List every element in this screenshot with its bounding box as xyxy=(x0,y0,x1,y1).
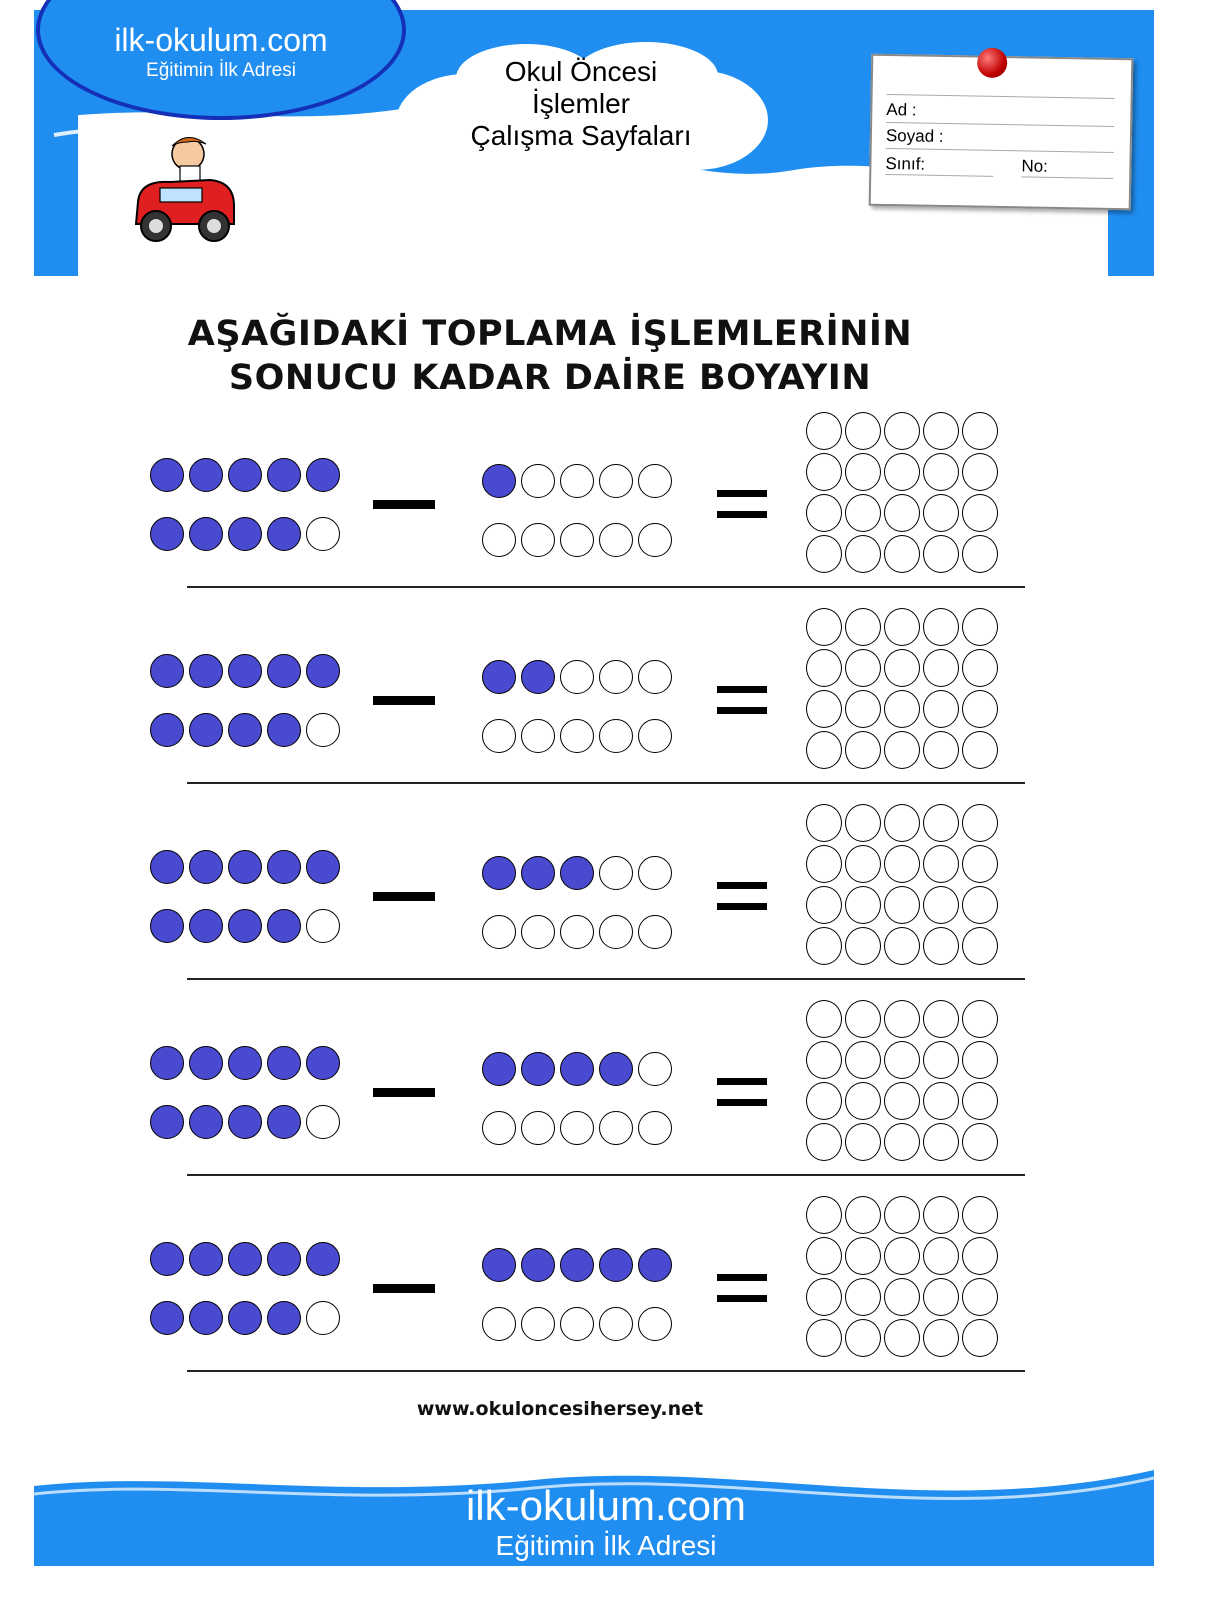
empty-circle xyxy=(482,719,516,753)
empty-answer-circle xyxy=(962,649,998,687)
filled-circle xyxy=(189,713,223,747)
minus-sign xyxy=(373,500,435,509)
filled-circle xyxy=(306,458,340,492)
empty-answer-circle xyxy=(962,494,998,532)
empty-answer-circle xyxy=(884,412,920,450)
empty-answer-circle xyxy=(806,608,842,646)
empty-answer-circle xyxy=(962,845,998,883)
empty-answer-circle xyxy=(806,804,842,842)
empty-circle xyxy=(599,719,633,753)
empty-circle xyxy=(599,464,633,498)
equals-sign xyxy=(717,1078,767,1106)
empty-answer-circle xyxy=(845,690,881,728)
empty-circle xyxy=(560,1307,594,1341)
empty-circle xyxy=(560,660,594,694)
empty-circle xyxy=(560,915,594,949)
empty-circle xyxy=(482,1307,516,1341)
minus-sign xyxy=(373,892,435,901)
filled-circle xyxy=(482,1052,516,1086)
filled-circle xyxy=(228,850,262,884)
filled-circle xyxy=(267,458,301,492)
empty-circle xyxy=(560,719,594,753)
empty-answer-circle xyxy=(884,1082,920,1120)
empty-answer-circle xyxy=(923,731,959,769)
filled-circle xyxy=(306,654,340,688)
filled-circle xyxy=(560,1052,594,1086)
empty-answer-circle xyxy=(806,845,842,883)
empty-answer-circle xyxy=(806,886,842,924)
row-divider xyxy=(187,1174,1025,1176)
empty-answer-circle xyxy=(962,927,998,965)
empty-answer-circle xyxy=(962,412,998,450)
empty-answer-circle xyxy=(845,1278,881,1316)
empty-answer-circle xyxy=(845,453,881,491)
empty-answer-circle xyxy=(923,1000,959,1038)
filled-circle xyxy=(482,856,516,890)
filled-circle xyxy=(267,1301,301,1335)
empty-answer-circle xyxy=(806,453,842,491)
empty-circle xyxy=(599,915,633,949)
empty-answer-circle xyxy=(962,608,998,646)
empty-answer-circle xyxy=(884,1319,920,1357)
filled-circle xyxy=(228,713,262,747)
empty-circle xyxy=(306,713,340,747)
empty-answer-circle xyxy=(962,1041,998,1079)
footer-title: ilk-okulum.com xyxy=(465,1482,747,1529)
empty-answer-circle xyxy=(923,1196,959,1234)
filled-circle xyxy=(228,517,262,551)
instruction-line-2: SONUCU KADAR DAİRE BOYAYIN xyxy=(228,358,872,398)
empty-circle xyxy=(306,909,340,943)
answer-circle-grid[interactable] xyxy=(806,1000,998,1159)
name-label: Ad : xyxy=(886,99,917,120)
subtrahend-dots xyxy=(482,856,674,951)
instructions xyxy=(150,312,950,400)
empty-answer-circle xyxy=(806,1041,842,1079)
filled-circle xyxy=(306,1046,340,1080)
empty-answer-circle xyxy=(845,412,881,450)
empty-answer-circle xyxy=(884,1237,920,1275)
empty-answer-circle xyxy=(806,1082,842,1120)
filled-circle xyxy=(306,850,340,884)
site-url: www.okuloncesihersey.net xyxy=(416,1398,704,1420)
empty-answer-circle xyxy=(806,927,842,965)
filled-circle xyxy=(638,1248,672,1282)
empty-circle xyxy=(638,856,672,890)
answer-circle-grid[interactable] xyxy=(806,608,998,767)
filled-circle xyxy=(482,464,516,498)
empty-circle xyxy=(306,517,340,551)
minuend-dots xyxy=(150,850,342,945)
empty-answer-circle xyxy=(962,1196,998,1234)
empty-answer-circle xyxy=(962,1319,998,1357)
empty-answer-circle xyxy=(923,1041,959,1079)
empty-circle xyxy=(599,660,633,694)
filled-circle xyxy=(189,517,223,551)
empty-answer-circle xyxy=(806,731,842,769)
minus-sign xyxy=(373,696,435,705)
filled-circle xyxy=(228,1242,262,1276)
empty-answer-circle xyxy=(845,1237,881,1275)
empty-answer-circle xyxy=(923,1278,959,1316)
filled-circle xyxy=(189,1046,223,1080)
empty-answer-circle xyxy=(923,494,959,532)
subtrahend-dots xyxy=(482,660,674,755)
filled-circle xyxy=(189,654,223,688)
empty-circle xyxy=(560,1111,594,1145)
empty-answer-circle xyxy=(962,1123,998,1161)
empty-answer-circle xyxy=(845,649,881,687)
empty-answer-circle xyxy=(884,535,920,573)
empty-circle xyxy=(638,464,672,498)
subtrahend-dots xyxy=(482,1248,674,1343)
filled-circle xyxy=(560,1248,594,1282)
filled-circle xyxy=(267,909,301,943)
empty-circle xyxy=(638,1111,672,1145)
push-pin-icon xyxy=(977,48,1008,79)
filled-circle xyxy=(267,517,301,551)
empty-circle xyxy=(482,1111,516,1145)
row-divider xyxy=(187,586,1025,588)
filled-circle xyxy=(267,654,301,688)
empty-answer-circle xyxy=(923,1319,959,1357)
empty-answer-circle xyxy=(884,1041,920,1079)
empty-circle xyxy=(521,719,555,753)
empty-answer-circle xyxy=(845,731,881,769)
equals-sign xyxy=(717,882,767,910)
filled-circle xyxy=(228,458,262,492)
thought-bubbles-icon xyxy=(236,150,386,220)
empty-answer-circle xyxy=(884,453,920,491)
equals-sign xyxy=(717,1274,767,1302)
empty-answer-circle xyxy=(923,690,959,728)
empty-answer-circle xyxy=(962,690,998,728)
empty-answer-circle xyxy=(962,1082,998,1120)
filled-circle xyxy=(521,1248,555,1282)
minus-sign xyxy=(373,1088,435,1097)
answer-circle-grid[interactable] xyxy=(806,412,998,571)
title-cloud xyxy=(376,42,786,182)
empty-answer-circle xyxy=(962,886,998,924)
empty-answer-circle xyxy=(923,804,959,842)
minuend-dots xyxy=(150,654,342,749)
empty-circle xyxy=(638,1052,672,1086)
row-divider xyxy=(187,978,1025,980)
minus-sign xyxy=(373,1284,435,1293)
empty-answer-circle xyxy=(845,494,881,532)
worksheet-header xyxy=(0,0,1212,282)
filled-circle xyxy=(150,713,184,747)
empty-circle xyxy=(638,1307,672,1341)
problem-row xyxy=(0,1192,1212,1388)
empty-answer-circle xyxy=(923,1082,959,1120)
empty-answer-circle xyxy=(845,1196,881,1234)
subtrahend-dots xyxy=(482,464,674,559)
filled-circle xyxy=(150,654,184,688)
row-divider xyxy=(187,782,1025,784)
footer-subtitle: Eğitimin İlk Adresi xyxy=(495,1530,717,1561)
empty-answer-circle xyxy=(923,1123,959,1161)
minuend-dots xyxy=(150,458,342,553)
empty-answer-circle xyxy=(806,494,842,532)
cloud-title-line-2: İşlemler xyxy=(531,88,630,119)
empty-answer-circle xyxy=(923,453,959,491)
number-label: No: xyxy=(1021,156,1049,176)
empty-answer-circle xyxy=(845,845,881,883)
filled-circle xyxy=(521,856,555,890)
empty-answer-circle xyxy=(845,1041,881,1079)
filled-circle xyxy=(560,856,594,890)
empty-answer-circle xyxy=(923,535,959,573)
empty-answer-circle xyxy=(806,1123,842,1161)
filled-circle xyxy=(189,1242,223,1276)
filled-circle xyxy=(521,660,555,694)
empty-circle xyxy=(599,856,633,890)
filled-circle xyxy=(150,850,184,884)
filled-circle xyxy=(189,909,223,943)
filled-circle xyxy=(189,1105,223,1139)
answer-circle-grid[interactable] xyxy=(806,1196,998,1355)
empty-answer-circle xyxy=(884,1123,920,1161)
instruction-line-1: AŞAĞIDAKİ TOPLAMA İŞLEMLERİNİN xyxy=(187,314,913,354)
empty-answer-circle xyxy=(884,608,920,646)
empty-answer-circle xyxy=(923,608,959,646)
logo-title: ilk-okulum.com xyxy=(114,22,328,58)
empty-answer-circle xyxy=(884,690,920,728)
filled-circle xyxy=(482,660,516,694)
problem-row xyxy=(0,800,1212,996)
empty-answer-circle xyxy=(884,845,920,883)
empty-answer-circle xyxy=(845,535,881,573)
row-divider xyxy=(187,1370,1025,1372)
filled-circle xyxy=(267,1105,301,1139)
problem-row xyxy=(0,408,1212,604)
empty-circle xyxy=(306,1301,340,1335)
filled-circle xyxy=(228,654,262,688)
empty-answer-circle xyxy=(962,1237,998,1275)
empty-answer-circle xyxy=(806,690,842,728)
empty-circle xyxy=(521,464,555,498)
empty-circle xyxy=(521,1307,555,1341)
filled-circle xyxy=(150,1301,184,1335)
filled-circle xyxy=(150,1242,184,1276)
empty-answer-circle xyxy=(884,804,920,842)
empty-answer-circle xyxy=(962,453,998,491)
filled-circle xyxy=(521,1052,555,1086)
filled-circle xyxy=(267,713,301,747)
empty-answer-circle xyxy=(806,412,842,450)
equals-sign xyxy=(717,686,767,714)
empty-circle xyxy=(482,915,516,949)
cloud-title-line-3: Çalışma Sayfaları xyxy=(470,120,692,151)
empty-circle xyxy=(638,660,672,694)
empty-answer-circle xyxy=(884,1278,920,1316)
filled-circle xyxy=(150,1046,184,1080)
empty-answer-circle xyxy=(923,845,959,883)
empty-answer-circle xyxy=(845,1123,881,1161)
empty-answer-circle xyxy=(884,649,920,687)
empty-answer-circle xyxy=(923,1237,959,1275)
empty-circle xyxy=(521,523,555,557)
minuend-dots xyxy=(150,1242,342,1337)
empty-answer-circle xyxy=(845,1000,881,1038)
empty-answer-circle xyxy=(806,1278,842,1316)
empty-answer-circle xyxy=(962,1000,998,1038)
empty-answer-circle xyxy=(884,886,920,924)
filled-circle xyxy=(267,1242,301,1276)
empty-circle xyxy=(599,523,633,557)
filled-circle xyxy=(306,1242,340,1276)
empty-answer-circle xyxy=(923,927,959,965)
filled-circle xyxy=(228,1105,262,1139)
empty-answer-circle xyxy=(806,1319,842,1357)
filled-circle xyxy=(267,1046,301,1080)
filled-circle xyxy=(189,850,223,884)
empty-answer-circle xyxy=(845,1082,881,1120)
empty-answer-circle xyxy=(884,927,920,965)
filled-circle xyxy=(189,458,223,492)
empty-answer-circle xyxy=(923,649,959,687)
empty-answer-circle xyxy=(845,608,881,646)
empty-answer-circle xyxy=(806,649,842,687)
empty-circle xyxy=(560,523,594,557)
empty-circle xyxy=(306,1105,340,1139)
student-name-card xyxy=(869,54,1134,211)
filled-circle xyxy=(228,1301,262,1335)
filled-circle xyxy=(599,1052,633,1086)
filled-circle xyxy=(267,850,301,884)
empty-answer-circle xyxy=(806,1000,842,1038)
empty-answer-circle xyxy=(845,804,881,842)
filled-circle xyxy=(150,909,184,943)
empty-circle xyxy=(599,1111,633,1145)
filled-circle xyxy=(150,1105,184,1139)
empty-circle xyxy=(482,523,516,557)
empty-circle xyxy=(599,1307,633,1341)
filled-circle xyxy=(228,909,262,943)
filled-circle xyxy=(599,1248,633,1282)
empty-circle xyxy=(638,719,672,753)
empty-circle xyxy=(638,523,672,557)
empty-answer-circle xyxy=(884,494,920,532)
empty-answer-circle xyxy=(962,1278,998,1316)
empty-answer-circle xyxy=(845,927,881,965)
equals-sign xyxy=(717,490,767,518)
subtrahend-dots xyxy=(482,1052,674,1147)
empty-answer-circle xyxy=(806,1196,842,1234)
surname-label: Soyad : xyxy=(885,125,944,146)
cartoon-car-icon xyxy=(130,132,240,252)
empty-circle xyxy=(560,464,594,498)
empty-answer-circle xyxy=(962,804,998,842)
minuend-dots xyxy=(150,1046,342,1141)
empty-answer-circle xyxy=(884,1000,920,1038)
empty-answer-circle xyxy=(884,731,920,769)
problem-row xyxy=(0,996,1212,1192)
cloud-title-line-1: Okul Öncesi xyxy=(504,56,658,87)
empty-answer-circle xyxy=(806,535,842,573)
filled-circle xyxy=(482,1248,516,1282)
empty-answer-circle xyxy=(845,1319,881,1357)
empty-answer-circle xyxy=(962,535,998,573)
empty-answer-circle xyxy=(962,731,998,769)
empty-answer-circle xyxy=(923,886,959,924)
worksheet-footer xyxy=(0,1450,1212,1600)
filled-circle xyxy=(150,458,184,492)
empty-answer-circle xyxy=(806,1237,842,1275)
problem-row xyxy=(0,604,1212,800)
class-label: Sınıf: xyxy=(885,153,926,174)
empty-circle xyxy=(638,915,672,949)
empty-circle xyxy=(521,915,555,949)
answer-circle-grid[interactable] xyxy=(806,804,998,963)
empty-answer-circle xyxy=(884,1196,920,1234)
empty-circle xyxy=(521,1111,555,1145)
filled-circle xyxy=(189,1301,223,1335)
empty-answer-circle xyxy=(845,886,881,924)
empty-answer-circle xyxy=(923,412,959,450)
filled-circle xyxy=(228,1046,262,1080)
logo-subtitle: Eğitimin İlk Adresi xyxy=(146,60,296,81)
filled-circle xyxy=(150,517,184,551)
